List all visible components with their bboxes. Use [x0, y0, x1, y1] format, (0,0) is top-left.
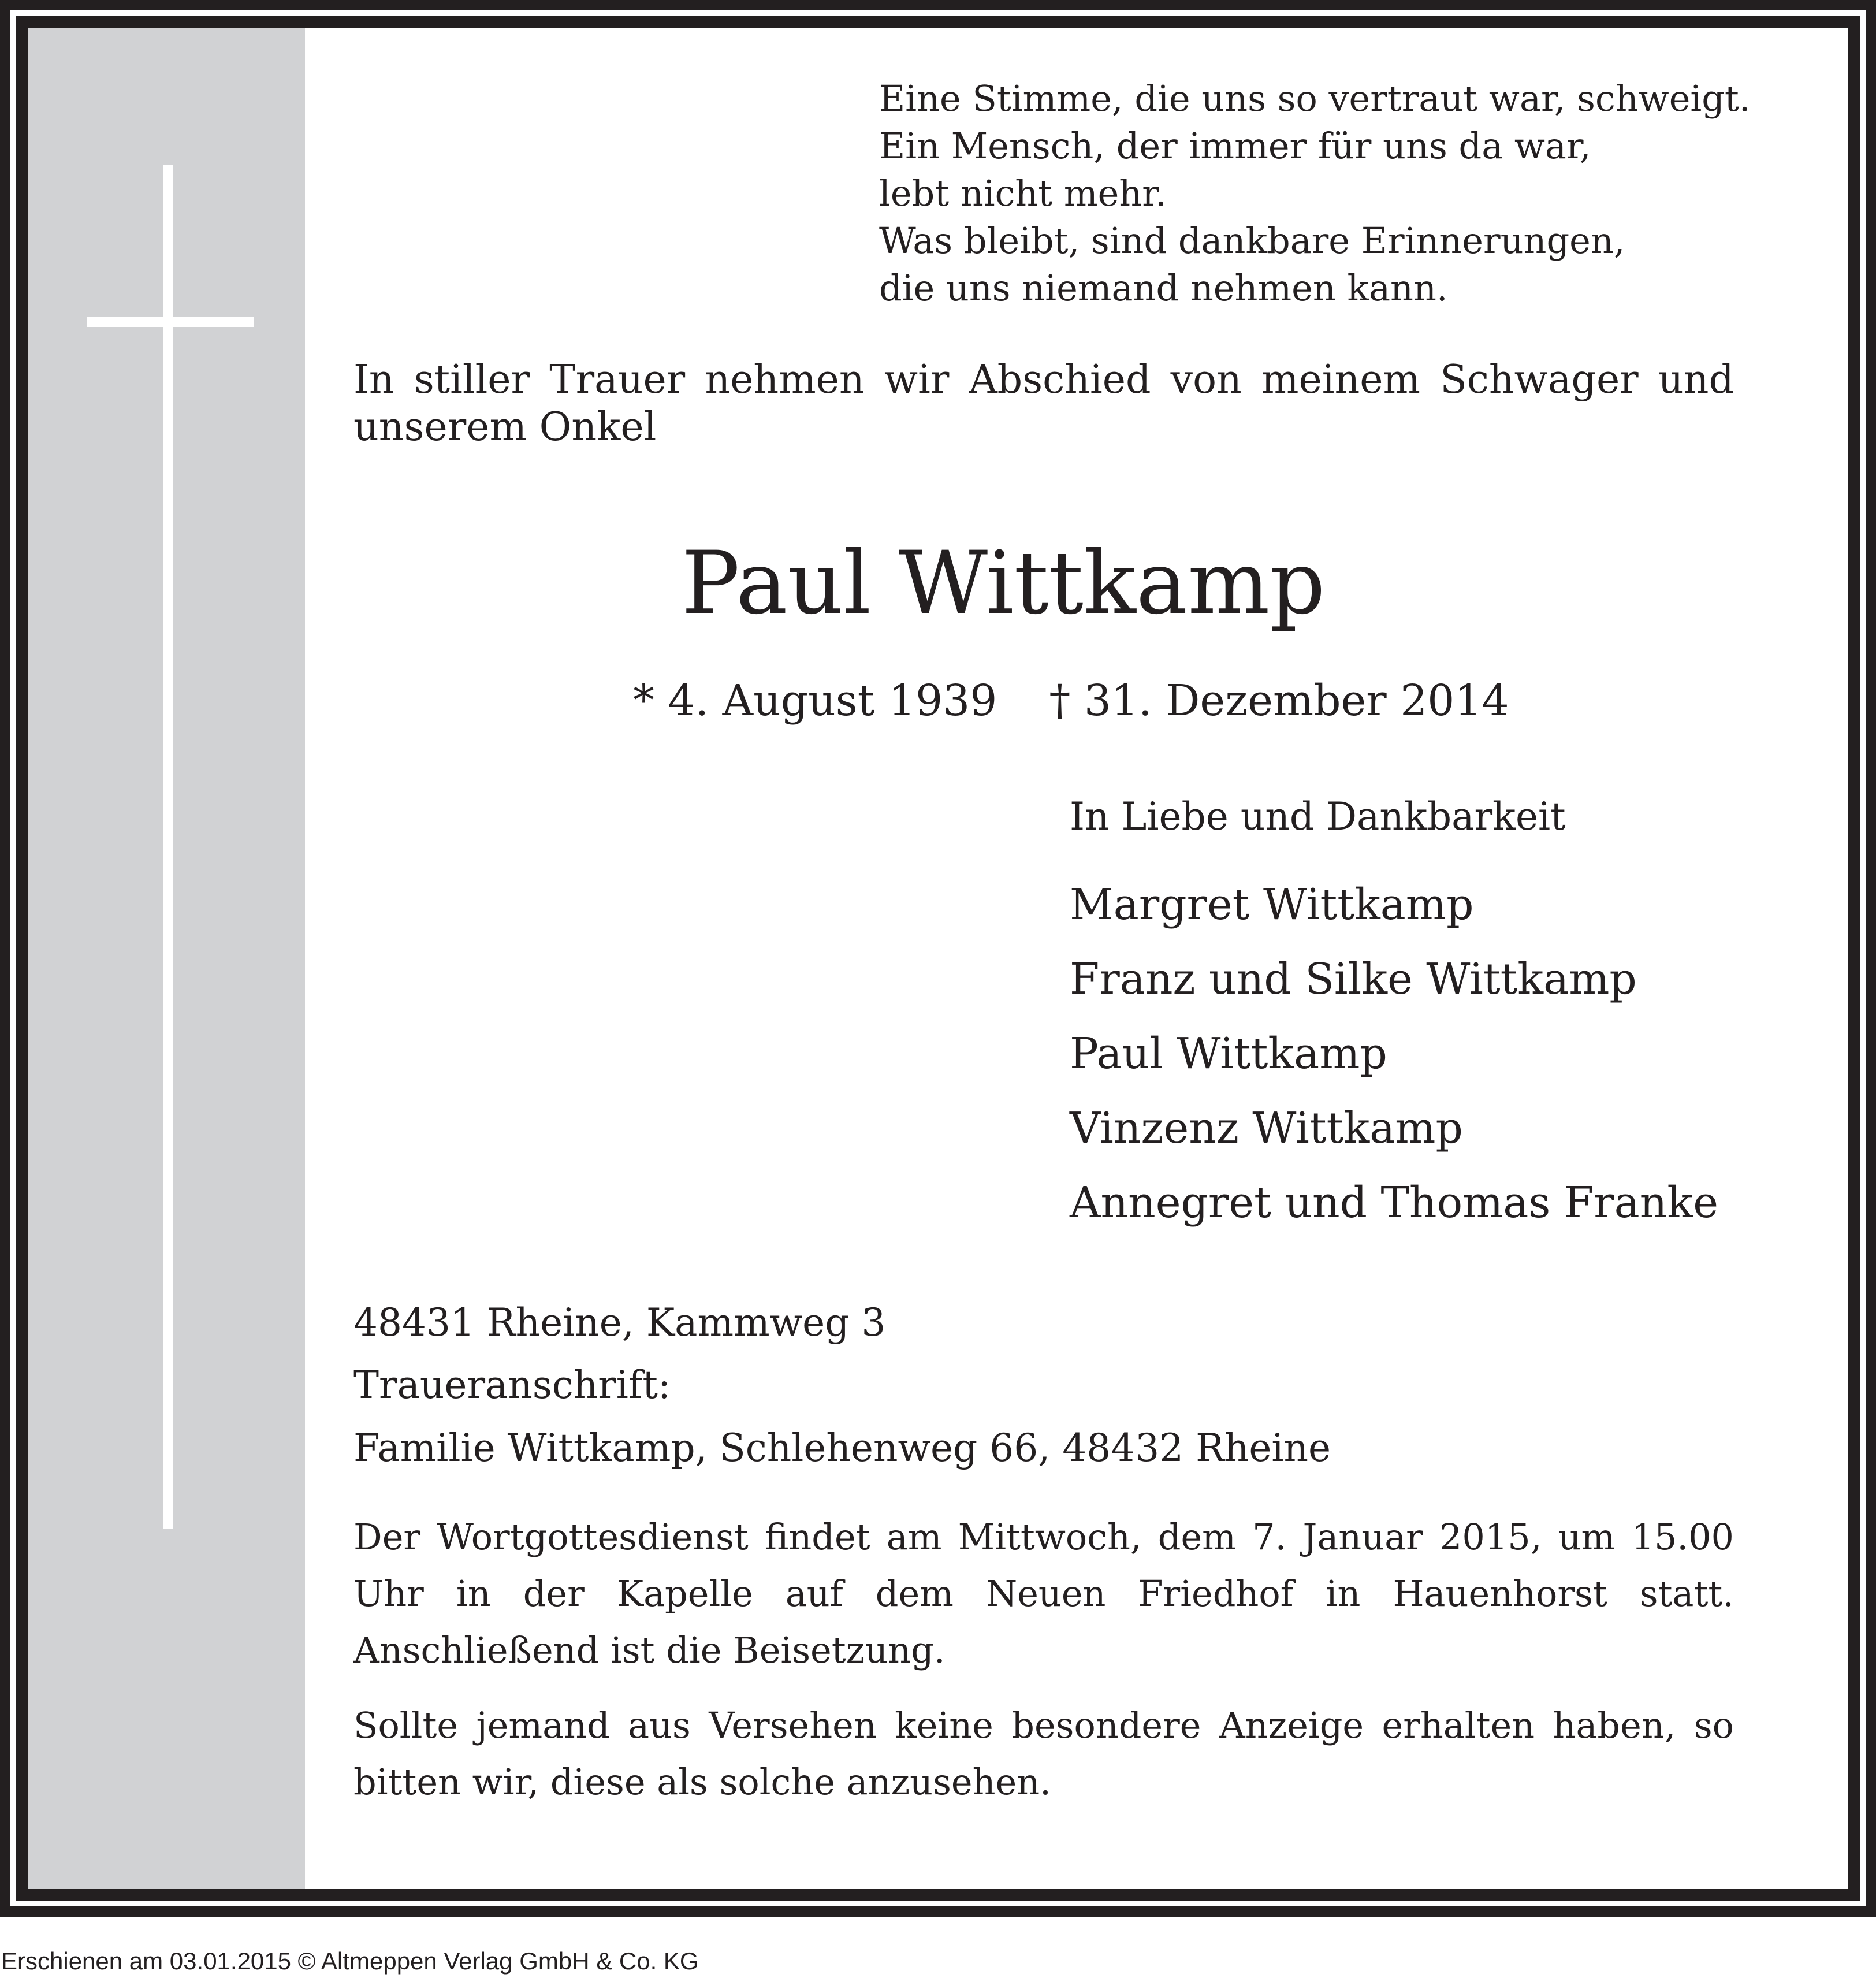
death-date: † 31. Dezember 2014	[1049, 676, 1509, 726]
poem-line: Ein Mensch, der immer für uns da war,	[879, 125, 1591, 167]
mourner-name: Margret Wittkamp	[1070, 880, 1474, 929]
notice-text: Sollte jemand aus Versehen keine besondere Anzeige erhalten haben, so bitten wir, diese als solche anzusehen.	[353, 1704, 1734, 1803]
mourning-address: Familie Wittkamp, Schlehenweg 66, 48432 Rheine	[353, 1426, 1331, 1470]
poem-line: lebt nicht mehr.	[879, 172, 1167, 214]
cross-icon-vertical-bar	[163, 165, 173, 1529]
address-block	[353, 1288, 1331, 1482]
intro-text: In stiller Trauer nehmen wir Abschied von meinem Schwager und unserem Onkel	[353, 357, 1734, 450]
poem-line: die uns niemand nehmen kann.	[879, 267, 1448, 309]
service-info: Der Wortgottesdienst findet am Mittwoch, dem 7. Januar 2015, um 15.00 Uhr in der Kapelle auf dem Neuen Friedhof in Hauenhorst statt. Anschließend ist die Beisetzung.	[353, 1516, 1734, 1671]
mourner-name: Vinzenz Wittkamp	[1070, 1103, 1463, 1153]
grey-side-band	[28, 28, 305, 1889]
mourner-name: Annegret und Thomas Franke	[1070, 1178, 1719, 1228]
home-address: 48431 Rheine, Kammweg 3	[353, 1300, 886, 1345]
birth-date: * 4. August 1939	[633, 676, 997, 726]
poem-block	[879, 75, 1751, 312]
life-dates	[633, 673, 1509, 728]
mourner-name: Paul Wittkamp	[1070, 1029, 1387, 1079]
publication-footer: Erschienen am 03.01.2015 © Altmeppen Verlag GmbH & Co. KG	[1, 1947, 699, 1975]
cross-icon-horizontal-bar	[87, 317, 254, 327]
closing-line: In Liebe und Dankbarkeit	[1070, 794, 1566, 839]
mourner-name: Franz und Silke Wittkamp	[1070, 954, 1637, 1004]
poem-line: Was bleibt, sind dankbare Erinnerungen,	[879, 220, 1625, 262]
mourning-address-label: Traueranschrift:	[353, 1363, 671, 1407]
deceased-name: Paul Wittkamp	[682, 533, 1326, 634]
mourners-list	[1070, 868, 1718, 1240]
poem-line: Eine Stimme, die uns so vertraut war, schweigt.	[879, 77, 1751, 120]
